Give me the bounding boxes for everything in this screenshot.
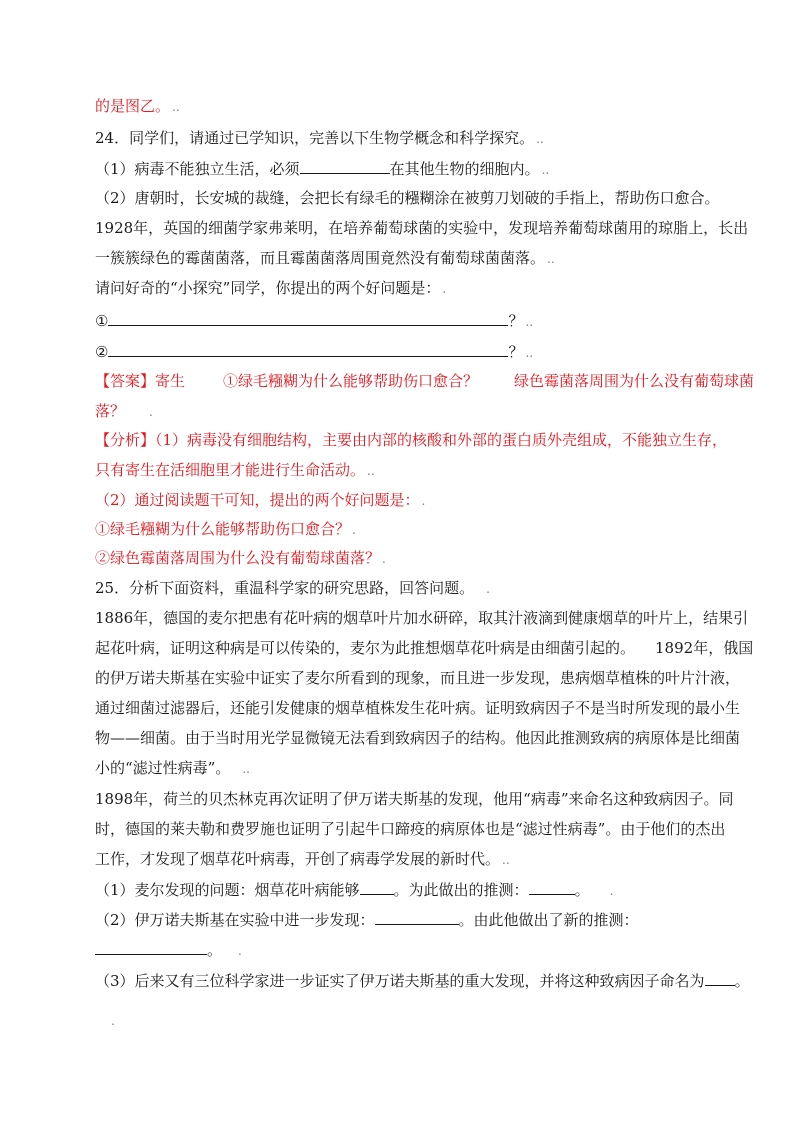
paragraph-line: [95, 278, 735, 299]
question-25-part3: [95, 970, 750, 991]
analysis-line: [95, 460, 735, 481]
answer-label: 【答案】寄生: [95, 372, 186, 390]
text: ？: [508, 343, 524, 361]
analysis-line: [95, 519, 735, 540]
text: ①: [95, 312, 109, 330]
text: 起花叶病，证明这种病是可以传染的，麦尔为此推想烟草花叶病是由细菌引起的。: [95, 639, 636, 657]
question-25-part1: [95, 879, 735, 901]
edit-mark: .: [352, 523, 356, 537]
text: （3）后来又有三位科学家进一步证实了伊万诺夫斯基的重大发现，并将这种致病因子命名为: [95, 972, 705, 990]
text: 1886年，德国的麦尔把患有花叶病的烟草叶片加水研碎，取其汁液滴到健康烟草的叶片上，结果引: [95, 609, 749, 627]
text: 一簇簇绿色的霉菌菌落，而且霉菌菌落周围竟然没有葡萄球菌菌落。: [95, 249, 546, 267]
blank-line: [95, 939, 207, 955]
question-25-part2: [95, 909, 735, 930]
text: 25．分析下面资料，重温科学家的研究思路，回答问题。: [95, 579, 475, 597]
text: ②绿色霉菌落周围为什么没有葡萄球菌落？: [95, 549, 381, 567]
paragraph-line: [95, 638, 754, 658]
text: ①绿毛糨糊为什么能够帮助伤口愈合？: [223, 372, 479, 390]
blank-line: [108, 310, 508, 326]
text: 。由此他做出了新的推测：: [458, 911, 639, 929]
paragraph-line: [95, 218, 749, 238]
text: 的伊万诺夫斯基在实验中证实了麦尔所看到的现象，而且进一步发现，患病烟草植株的叶片汁液，: [95, 669, 741, 687]
answer-line: [95, 401, 735, 422]
edit-mark: ..: [536, 132, 544, 146]
question-24-title: [95, 128, 735, 149]
text: 时，德国的莱夫勒和费罗施也证明了引起牛口蹄疫的病原体也是“滤过性病毒”。由于他们的杰出: [95, 820, 726, 838]
paragraph-line: [95, 849, 735, 870]
text: ②: [95, 343, 109, 361]
edit-mark: ..: [525, 315, 534, 329]
edit-mark: ..: [172, 100, 180, 114]
text: 。: [574, 881, 590, 899]
edit-mark: .: [382, 552, 386, 566]
text: ？: [508, 312, 524, 330]
text: 【分析】（1）病毒没有细胞结构，主要由内部的核酸和外部的蛋白质外壳组成，不能独立生存，: [95, 431, 728, 449]
text: 落？: [95, 402, 126, 420]
paragraph-line: [95, 789, 735, 809]
text: 通过细菌过滤器后，还能引发健康的烟草植株发生花叶病。证明致病因子不是当时所发现的最小生: [95, 699, 741, 717]
question-25-part2-continued: [95, 939, 735, 961]
paragraph-line: [95, 608, 749, 628]
edit-mark: ..: [547, 252, 555, 266]
question-25-title: [95, 578, 735, 599]
edit-mark: .: [238, 944, 242, 958]
text: 1898年，荷兰的贝杰林克再次证明了伊万诺夫斯基的发现，他用“病毒”来命名这种致病因子。同: [95, 790, 734, 808]
text: （1）病毒不能独立生活，必须: [95, 160, 300, 178]
text: 在其他生物的细胞内。: [389, 160, 540, 178]
blank-line: [705, 970, 735, 986]
text: 24．同学们，请通过已学知识，完善以下生物学概念和科学探究。: [95, 129, 535, 147]
edit-mark: ..: [525, 346, 534, 360]
text: （2）伊万诺夫斯基在实验中进一步发现：: [95, 911, 375, 929]
text: 工作，才发现了烟草花叶病毒，开创了病毒学发展的新时代。: [95, 850, 501, 868]
question-blank-1: [95, 310, 735, 332]
edit-mark: .: [111, 1014, 115, 1028]
paragraph-line: [95, 728, 741, 748]
text: 只有寄生在活细胞里才能进行生命活动。: [95, 461, 366, 479]
blank-line: [300, 158, 390, 174]
text: 绿色霉菌落周围为什么没有葡萄球菌: [514, 372, 755, 390]
text: （1）麦尔发现的问题：烟草花叶病能够: [95, 881, 360, 899]
edit-mark: ..: [367, 464, 375, 478]
question-24-part1: [95, 158, 735, 180]
text: 请问好奇的“小探究”同学，你提出的两个好问题是：: [95, 279, 441, 297]
question-blank-2: [95, 341, 735, 363]
edit-mark: .: [421, 494, 426, 508]
answer-tail: [95, 96, 735, 117]
text: 。: [207, 941, 223, 959]
text: （2）唐朝时，长安城的裁缝，会把长有绿毛的糨糊涂在被剪刀划破的手指上，帮助伤口愈合。: [95, 189, 720, 207]
analysis-line: [95, 490, 735, 511]
edit-mark: ..: [502, 853, 510, 867]
blank-line: [529, 879, 575, 895]
edit-mark: .: [609, 884, 614, 898]
text: 1892年，俄国: [655, 639, 754, 657]
paragraph-line: [95, 248, 735, 269]
blank-line: [375, 909, 459, 925]
analysis-line: [95, 430, 735, 450]
text: 1928年，英国的细菌学家弗莱明，在培养葡萄球菌的实验中，发现培养葡萄球菌用的琼脂上，长出: [95, 219, 749, 237]
edit-mark: .: [149, 405, 153, 419]
text: （2）通过阅读题干可知，提出的两个好问题是：: [95, 491, 420, 509]
text: ①绿毛糨糊为什么能够帮助伤口愈合？: [95, 520, 351, 538]
paragraph-line: [95, 668, 741, 688]
paragraph-line: [95, 758, 735, 779]
analysis-line: [95, 548, 735, 569]
paragraph-line: [95, 819, 735, 839]
edit-mark: .: [486, 582, 490, 596]
blank-line: [360, 879, 394, 895]
edit-mark: ..: [242, 762, 250, 776]
text: 物——细菌。由于当时用光学显微镜无法看到致病因子的结构。他因此推测致病的病原体是比细菌: [95, 729, 741, 747]
trailing-mark: [95, 1010, 735, 1031]
blank-line: [108, 341, 508, 357]
paragraph-line: [95, 698, 741, 718]
text: 小的“滤过性病毒”。: [95, 759, 231, 777]
text: 。: [734, 972, 750, 990]
edit-mark: .: [442, 282, 447, 296]
question-24-part2: [95, 188, 735, 208]
edit-mark: ..: [541, 163, 550, 177]
text: 。为此做出的推测：: [393, 881, 529, 899]
answer-line: [95, 371, 755, 391]
text: 的是图乙。: [95, 97, 171, 115]
